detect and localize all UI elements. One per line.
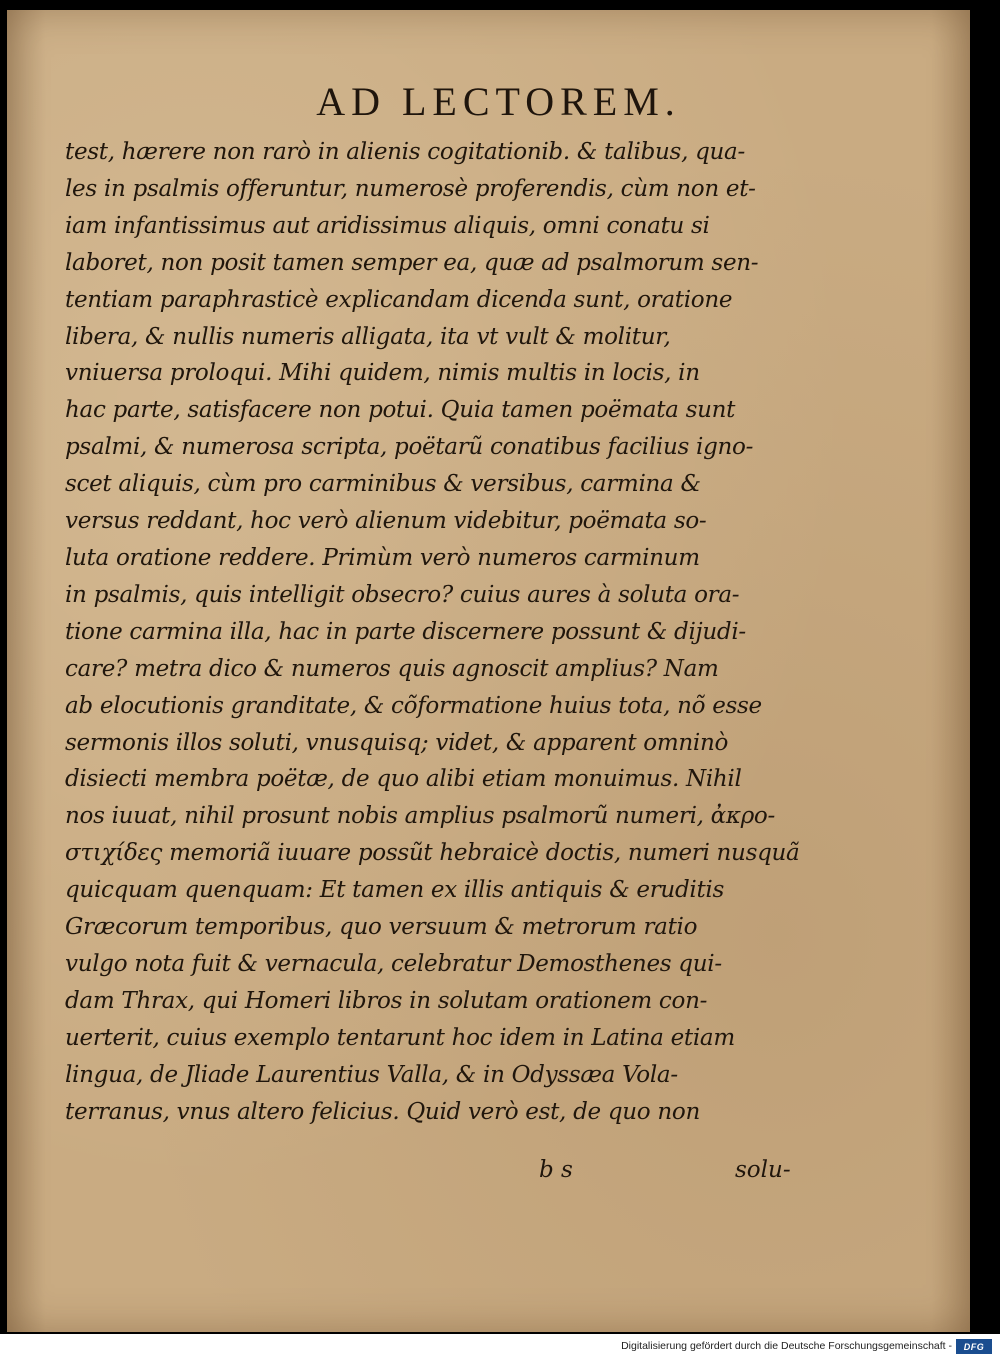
funding-credit: Digitalisierung gefördert durch die Deutsche Forschungsgemeinschaft - [621, 1340, 952, 1352]
text-line: libera, & nullis numeris alligata, ita vt vult & molitur, [65, 323, 671, 350]
catchword: solu- [735, 1157, 791, 1183]
text-line: psalmi, & numerosa scripta, poëtarũ conatibus facilius igno- [65, 434, 754, 461]
text-line: quicquam quenquam: Et tamen ex illis antiquis & eruditis [65, 877, 724, 904]
text-line: tentiam paraphrasticè explicandam dicenda sunt, oratione [65, 286, 733, 313]
text-line: ab elocutionis granditate, & cõformatione huius tota, nõ esse [65, 692, 762, 719]
text-line: στιχίδες memoriã iuuare possũt hebraicè doctis, numeri nusquã [65, 840, 800, 867]
text-line: les in psalmis offeruntur, numerosè proferendis, cùm non et- [65, 175, 756, 202]
text-line: iam infantissimus aut aridissimus aliquis, omni conatu si [65, 212, 710, 239]
text-line: hac parte, satisfacere non potui. Quia tamen poëmata sunt [65, 397, 736, 424]
text-line: scet aliquis, cùm pro carminibus & versibus, carmina & [65, 471, 701, 498]
text-line: luta oratione reddere. Primùm verò numeros carminum [65, 544, 700, 571]
text-line: uerterit, cuius exemplo tentarunt hoc idem in Latina etiam [65, 1024, 735, 1051]
text-line: sermonis illos soluti, vnusquisq; videt, & apparent omninò [65, 729, 729, 756]
dfg-logo: DFG [956, 1339, 992, 1354]
text-line: care? metra dico & numeros quis agnoscit amplius? Nam [65, 655, 719, 682]
book-page [7, 10, 970, 1332]
text-line: in psalmis, quis intelligit obsecro? cuius aures à soluta ora- [65, 581, 740, 608]
text-line: laboret, non posit tamen semper ea, quæ ad psalmorum sen- [65, 249, 759, 276]
text-line: vniuersa proloqui. Mihi quidem, nimis multis in locis, in [65, 360, 700, 387]
text-line: terranus, vnus altero felicius. Quid verò est, de quo non [65, 1098, 700, 1125]
digitization-footer [0, 1334, 1000, 1360]
signature-mark: b s [539, 1157, 573, 1183]
running-head: AD LECTOREM. [316, 79, 681, 124]
text-line: disiecti membra poëtæ, de quo alibi etiam monuimus. Nihil [65, 766, 742, 793]
text-line: vulgo nota fuit & vernacula, celebratur Demosthenes qui- [65, 950, 722, 977]
body-text [65, 134, 825, 1130]
text-line: lingua, de Jliade Laurentius Valla, & in Odyssæa Vola- [65, 1061, 678, 1088]
text-line: Græcorum temporibus, quo versuum & metrorum ratio [65, 914, 698, 941]
text-line: tione carmina illa, hac in parte discernere possunt & dijudi- [65, 618, 746, 645]
text-line: nos iuuat, nihil prosunt nobis amplius psalmorũ numeri, ἀκρο- [65, 803, 775, 830]
text-line: test, hærere non rarò in alienis cogitationib. & talibus, qua- [65, 139, 745, 165]
signature-line [7, 1157, 970, 1193]
text-line: dam Thrax, qui Homeri libros in solutam orationem con- [65, 987, 708, 1014]
text-line: versus reddant, hoc verò alienum videbitur, poëmata so- [65, 508, 707, 535]
